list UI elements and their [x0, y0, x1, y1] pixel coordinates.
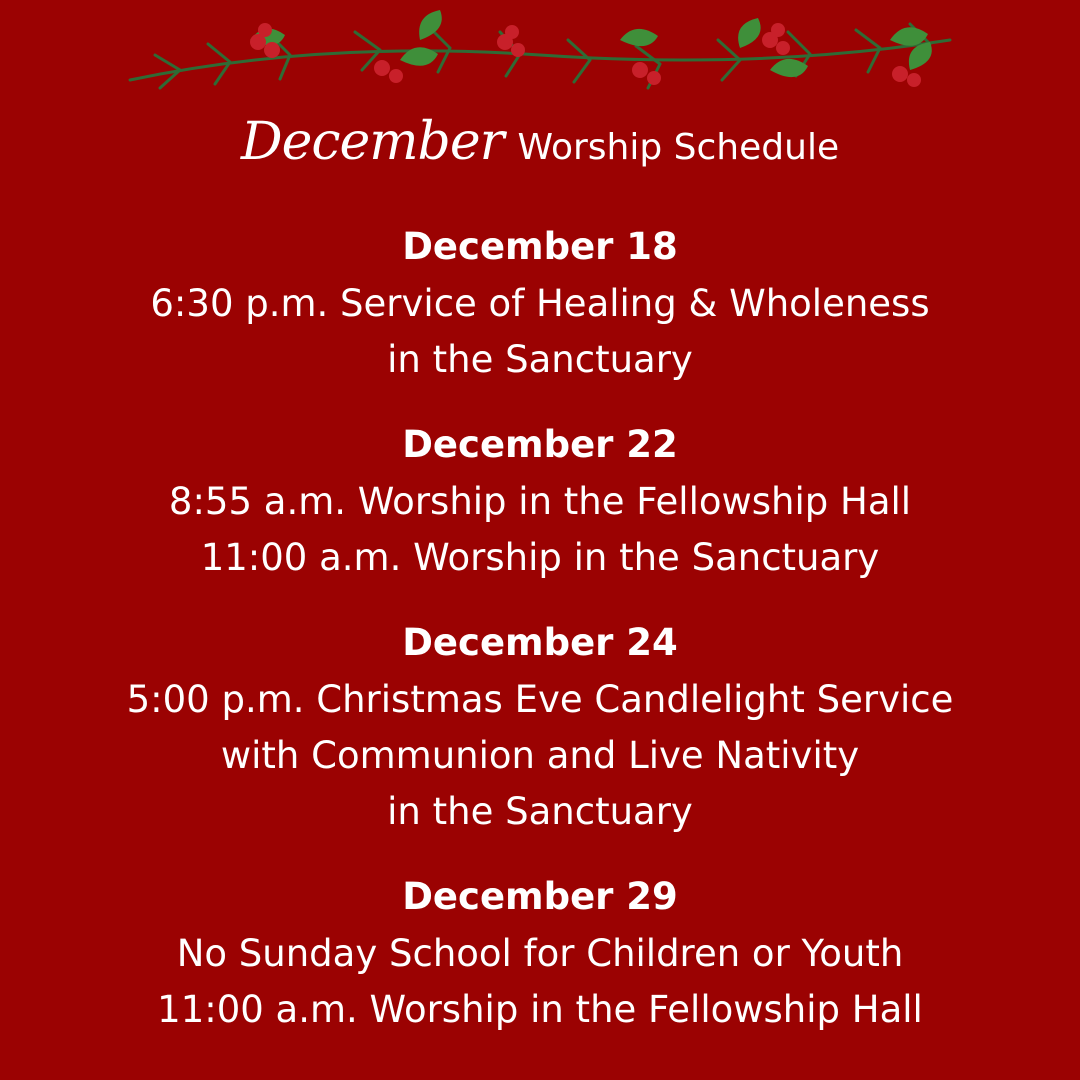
section-line: 11:00 a.m. Worship in the Sanctuary [200, 536, 880, 579]
schedule-section-dec-24 [0, 614, 1080, 840]
title-rest: Worship Schedule [517, 127, 840, 168]
section-line: 8:55 a.m. Worship in the Fellowship Hall [168, 480, 912, 523]
section-line: in the Sanctuary [387, 338, 693, 381]
holly-garland-icon [120, 0, 960, 120]
section-line: in the Sanctuary [387, 790, 693, 833]
section-line: No Sunday School for Children or Youth [176, 932, 904, 975]
section-line: with Communion and Live Nativity [220, 734, 860, 777]
section-line: 11:00 a.m. Worship in the Fellowship Hall [157, 988, 923, 1031]
section-date: December 24 [402, 621, 678, 664]
section-date: December 18 [402, 225, 678, 268]
section-date: December 22 [402, 423, 678, 466]
page-title [0, 112, 1080, 172]
schedule-section-dec-22 [0, 416, 1080, 586]
schedule-section-dec-29 [0, 868, 1080, 1038]
title-script-month: December [240, 112, 504, 172]
schedule-section-dec-18 [0, 218, 1080, 388]
worship-schedule [0, 218, 1080, 1066]
section-line: 5:00 p.m. Christmas Eve Candlelight Service [126, 678, 954, 721]
section-date: December 29 [402, 875, 678, 918]
section-line: 6:30 p.m. Service of Healing & Wholeness [150, 282, 930, 325]
